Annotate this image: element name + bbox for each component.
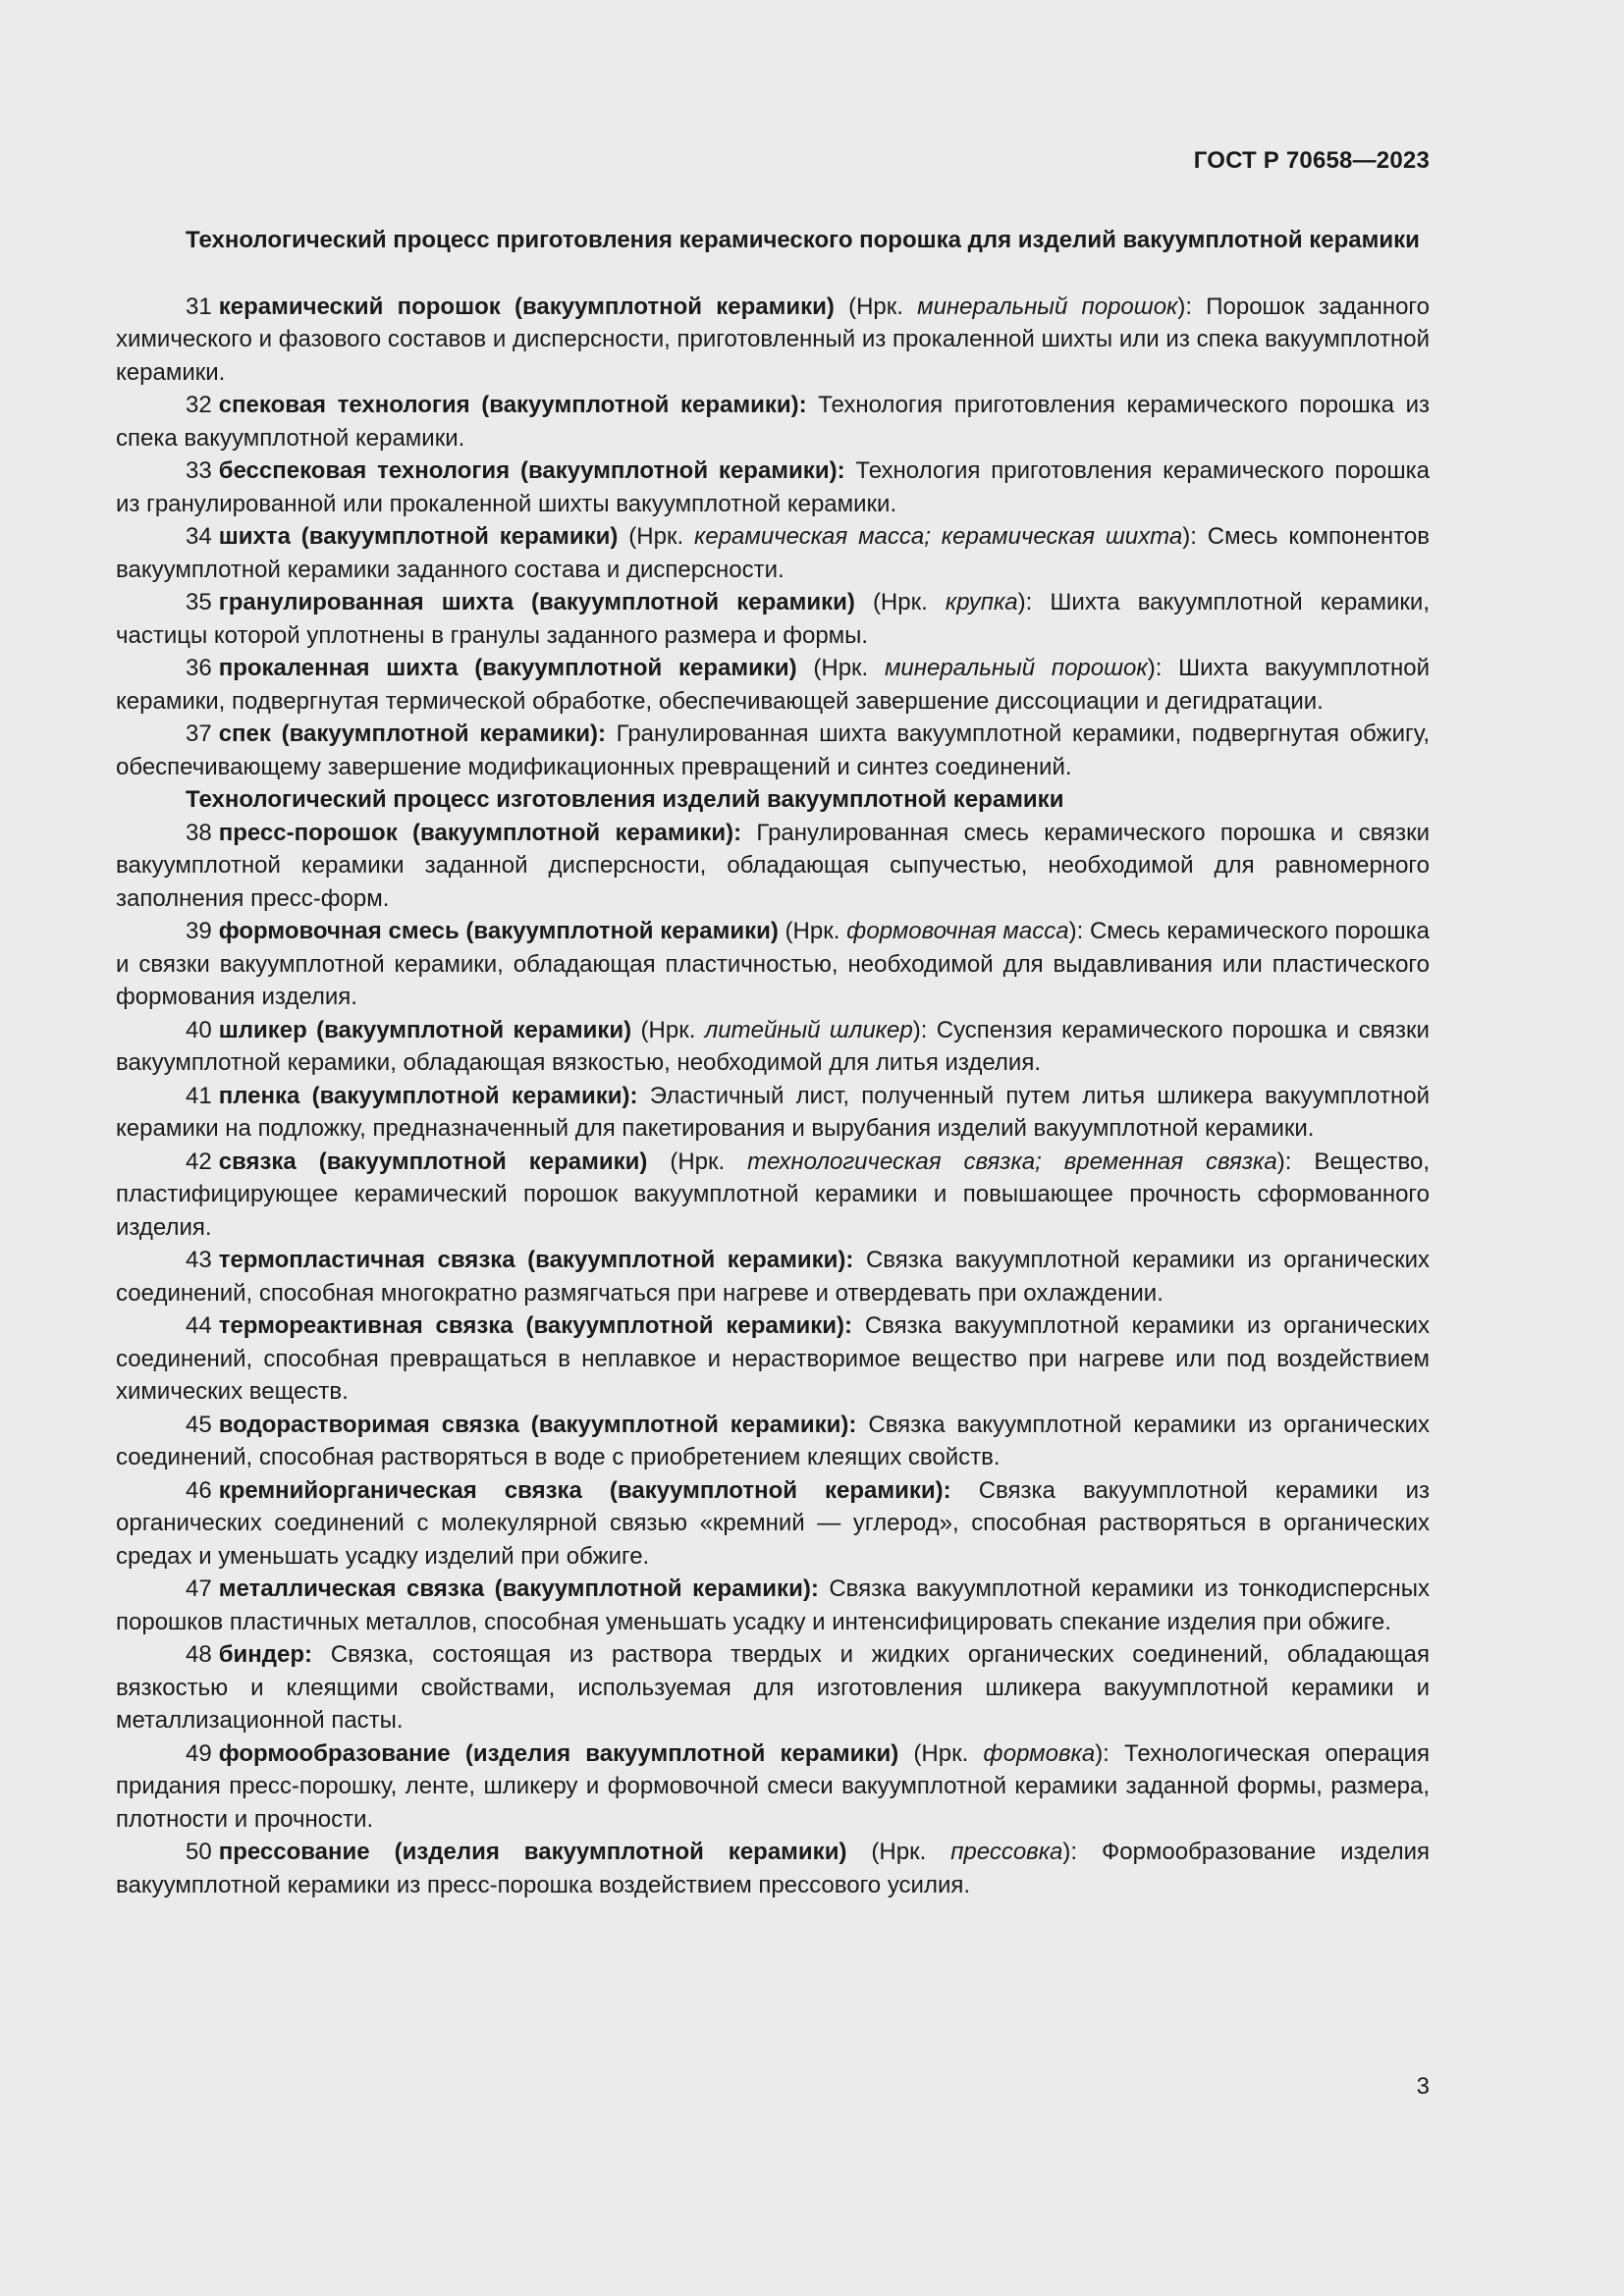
term-definition: Связка вакуумплотной керамики из органических соединений, способная растворяться в воде с приобретением клеящих свойств. [116,1411,1430,1470]
term-number: 31 [186,293,212,320]
term-entry [116,1080,1430,1146]
term-number: 37 [186,721,212,747]
term-entry [116,454,1430,520]
term-name: шихта (вакуумплотной керамики) [218,523,619,550]
term-name: кремнийорганическая связка (вакуумплотной керамики): [218,1476,951,1504]
term-number: 46 [186,1476,212,1504]
term-definition: Формообразование изделия вакуумплотной керамики из пресс-порошка воздействием прессового усилия. [116,1839,1431,1898]
term-name: связка (вакуумплотной керамики) [218,1148,648,1175]
term-entry [116,1244,1430,1309]
term-definition: Технология приготовления керамического порошка из гранулированной или прокаленной шихты вакуумплотной керамики. [116,457,1430,517]
term-entry [116,1146,1430,1245]
synonym-prefix: (Нрк. [778,918,847,944]
synonym-prefix: (Нрк. [854,589,946,615]
term-number: 38 [186,819,212,846]
term-number: 50 [186,1839,212,1865]
term-definition: Суспензия керамического порошка и связки вакуумплотной керамики, обладающая вязкостью, необходимой для литья изделия. [116,1016,1430,1076]
term-definition: Связка вакуумплотной керамики из органических соединений, способная превращаться в неплавкое и нерастворимое вещество при нагреве или под воздействием химических веществ. [116,1312,1430,1405]
term-name: спек (вакуумплотной керамики): [218,721,606,747]
term-number: 49 [186,1739,212,1767]
term-definition: Эластичный лист, полученный путем литья шликера вакуумплотной керамики на подложку, предназначенный для пакетирования и вырубания изделий вакуумплотной керамики. [116,1082,1430,1142]
synonym-prefix: (Нрк. [898,1739,984,1767]
term-name: водорастворимая связка (вакуумплотной керамики): [218,1411,857,1438]
synonym-term: литейный шликер [704,1016,913,1043]
term-number: 45 [186,1411,212,1438]
term-list-powder-preparation [116,291,1430,784]
synonym-suffix: ): [1095,1739,1110,1767]
term-definition: Связка вакуумплотной керамики из органических соединений с молекулярной связью «кремний — углерод», способная растворяться в органических средах и уменьшать усадку изделий при обжиге. [116,1476,1430,1570]
term-number: 35 [186,589,212,615]
term-number: 36 [186,655,212,681]
synonym-prefix: (Нрк. [647,1148,748,1175]
term-name: керамический порошок (вакуумплотной керамики) [218,293,835,320]
section-title-product-manufacturing: Технологический процесс изготовления изделий вакуумплотной керамики [186,786,1064,813]
term-number: 33 [186,457,212,484]
term-name: шликер (вакуумплотной керамики) [218,1016,632,1043]
term-number: 42 [186,1148,212,1175]
term-definition: Связка, состоящая из раствора твердых и жидких органических соединений, обладающая вязкостью и клеящими свойствами, используемая для изготовления шликера вакуумплотной керамики и металлизационной пасты. [116,1641,1430,1734]
term-definition: Гранулированная смесь керамического порошка и связки вакуумплотной керамики заданной дисперсности, обладающая сыпучестью, необходимой для равномерного заполнения пресс-форм. [116,819,1431,912]
synonym-term: керамическая масса; керамическая шихта [694,523,1183,550]
synonym-suffix: ): [1182,523,1197,550]
synonym-suffix: ): [912,1016,928,1043]
synonym-term: технологическая связка; временная связка [747,1148,1277,1175]
term-number: 48 [186,1641,212,1668]
term-definition: Технологическая операция придания пресс-порошку, ленте, шликеру и формовочной смеси вакуумплотной керамики заданной формы, размера, плотности и прочности. [116,1739,1430,1833]
term-definition: Связка вакуумплотной керамики из тонкодисперсных порошков пластичных металлов, способная уменьшать усадку и интенсифицировать спекание изделия при обжиге. [116,1575,1431,1635]
term-name: термопластичная связка (вакуумплотной керамики): [218,1247,854,1273]
term-number: 44 [186,1312,212,1339]
term-name: пресс-порошок (вакуумплотной керамики): [218,819,742,846]
term-entry [116,1409,1430,1474]
synonym-term: формовочная масса [846,918,1069,944]
section-title-powder-preparation: Технологический процесс приготовления керамического порошка для изделий вакуумплотной керамики [186,227,1420,253]
term-name: термореактивная связка (вакуумплотной керамики): [218,1312,852,1339]
page-number: 3 [1416,2073,1430,2100]
term-entry [116,1638,1430,1737]
synonym-prefix: (Нрк. [834,293,918,320]
synonym-term: минеральный порошок [884,655,1148,681]
term-name: спековая технология (вакуумплотной керамики): [218,392,807,418]
synonym-prefix: (Нрк. [796,655,885,681]
term-definition: Вещество, пластифицирующее керамический порошок вакуумплотной керамики и повышающее прочность сформованного изделия. [116,1148,1430,1241]
term-name: металлическая связка (вакуумплотной керамики): [218,1575,819,1602]
term-entry [116,817,1430,916]
term-name: формовочная смесь (вакуумплотной керамики) [218,918,779,944]
term-name: пленка (вакуумплотной керамики): [218,1082,638,1109]
term-number: 41 [186,1082,212,1109]
synonym-term: крупка [945,589,1018,615]
term-name: гранулированная шихта (вакуумплотной керамики) [218,589,855,615]
term-entry [116,389,1430,454]
synonym-suffix: ): [1068,918,1084,944]
term-entry [116,652,1430,718]
document-body [116,224,1430,1901]
term-name: биндер: [218,1641,313,1668]
term-entry [116,520,1430,586]
term-entry [116,1309,1430,1409]
term-definition: Смесь компонентов вакуумплотной керамики заданного состава и дисперсности. [116,523,1430,583]
term-number: 40 [186,1016,212,1043]
synonym-suffix: ): [1147,655,1163,681]
document-header: ГОСТ Р 70658—2023 [1193,147,1430,174]
term-number: 34 [186,523,212,550]
term-list-product-manufacturing [116,817,1430,1902]
synonym-term: формовка [983,1739,1096,1767]
synonym-prefix: (Нрк. [846,1839,951,1865]
term-entry [116,586,1430,652]
synonym-term: минеральный порошок [917,293,1178,320]
synonym-suffix: ): [1276,1148,1292,1175]
term-number: 39 [186,918,212,944]
term-entry [116,1014,1430,1080]
term-number: 43 [186,1247,212,1273]
synonym-prefix: (Нрк. [631,1016,705,1043]
synonym-suffix: ): [1177,293,1193,320]
term-definition: Связка вакуумплотной керамики из органических соединений, способная многократно размягчаться при нагреве и отвердевать при охлаждении. [116,1247,1430,1307]
synonym-suffix: ): [1062,1839,1078,1865]
term-entry [116,1474,1430,1574]
term-name: прокаленная шихта (вакуумплотной керамики) [218,655,797,681]
term-number: 32 [186,392,212,418]
synonym-suffix: ): [1017,589,1033,615]
term-name: прессование (изделия вакуумплотной керамики) [218,1839,847,1865]
synonym-term: прессовка [950,1839,1063,1865]
term-entry [116,1737,1430,1837]
term-name: бесспековая технология (вакуумплотной керамики): [218,457,845,484]
term-entry [116,1836,1430,1901]
term-number: 47 [186,1575,212,1602]
term-definition: Смесь керамического порошка и связки вакуумплотной керамики, обладающая пластичностью, необходимой для выдавливания или пластического формования изделия. [116,918,1431,1010]
term-entry [116,718,1430,783]
term-definition: Шихта вакуумплотной керамики, подвергнутая термической обработке, обеспечивающей завершение диссоциации и дегидратации. [116,655,1430,715]
term-definition: Технология приготовления керамического порошка из спека вакуумплотной керамики. [116,392,1430,452]
term-entry [116,1573,1430,1638]
term-entry [116,291,1430,390]
term-definition: Шихта вакуумплотной керамики, частицы которой уплотнены в гранулы заданного размера и формы. [116,589,1430,649]
term-definition: Гранулированная шихта вакуумплотной керамики, подвергнутая обжигу, обеспечивающему завершение модификационных превращений и синтез соединений. [116,721,1430,780]
term-entry [116,915,1430,1014]
term-name: формообразование (изделия вакуумплотной керамики) [218,1739,899,1767]
synonym-prefix: (Нрк. [618,523,695,550]
term-definition: Порошок заданного химического и фазового составов и дисперсности, приготовленный из прокаленной шихты или из спека вакуумплотной керамики. [116,293,1430,386]
